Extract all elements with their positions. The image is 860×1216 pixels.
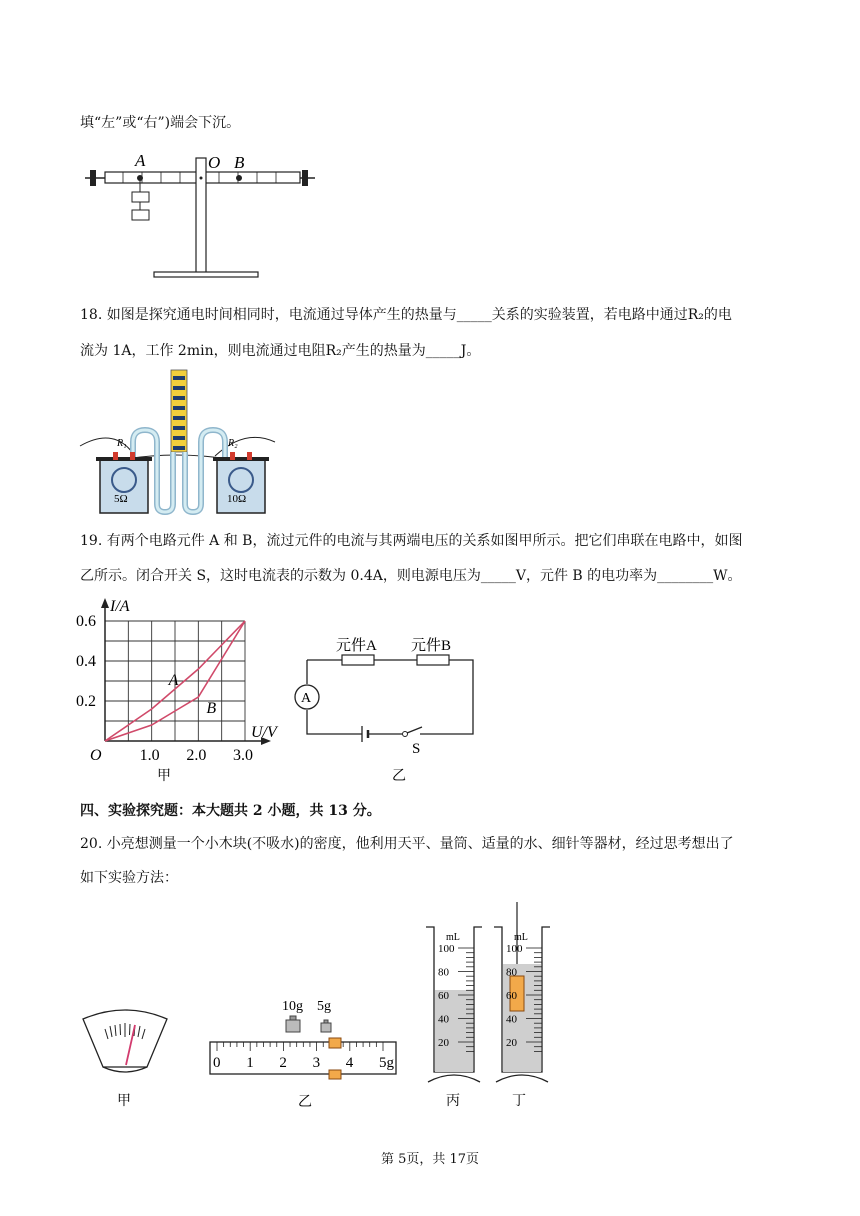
beam-scale-label: 3: [312, 1055, 321, 1071]
element-b-label: 元件B: [411, 638, 452, 654]
y-tick-label: 0.4: [76, 653, 96, 670]
lever-figure: [80, 148, 320, 283]
circuit-caption: 乙: [392, 769, 406, 784]
text-line: 填“左”或“右”)端会下沉。: [80, 115, 241, 131]
x-tick-label: 3.0: [233, 747, 253, 764]
text-line: 流为 1A，工作 2min，则电流通过电阻R₂产生的热量为_____J。: [80, 343, 481, 359]
cylinder-unit-label: mL: [514, 932, 528, 943]
switch-label: S: [412, 741, 421, 757]
joule-apparatus-figure: [75, 368, 280, 518]
label-r1: R₁: [117, 438, 127, 449]
y-tick-label: 0.6: [76, 613, 96, 630]
cylinder-tick-label: 20: [438, 1037, 449, 1049]
ammeter-label: A: [301, 691, 312, 706]
label-b: B: [234, 153, 245, 172]
label-a: A: [135, 151, 146, 170]
weight-5g-label: 5g: [317, 999, 331, 1014]
label-o: O: [208, 153, 221, 172]
resistor-2-value: 10Ω: [227, 493, 247, 505]
caption-bing: 丙: [446, 1094, 460, 1109]
series-label-a: A: [168, 672, 179, 689]
balance-beam-figure: [205, 990, 405, 1115]
text-line: 18. 如图是探究通电时间相同时，电流通过导体产生的热量与_____关系的实验装置，若电路中通过R₂的电: [80, 307, 732, 323]
section-heading: 四、实验探究题：本大题共 2 小题，共 13 分。: [80, 803, 381, 819]
cylinder-tick-label: 20: [506, 1037, 517, 1049]
chart-xlabel: U/V: [251, 724, 277, 741]
page-footer: 第 5页，共 17页: [380, 1152, 480, 1167]
caption-yi: 乙: [298, 1095, 312, 1110]
text-line: 乙所示。闭合开关 S，这时电流表的示数为 0.4A，则电源电压为_____V，元件 B 的电功率为________W。: [80, 568, 742, 584]
x-tick-label: 1.0: [139, 747, 160, 764]
cylinder-tick-label: 60: [438, 990, 449, 1002]
beam-scale-label: 4: [345, 1055, 354, 1071]
iu-chart: [75, 596, 290, 786]
cylinder-unit-label: mL: [446, 932, 460, 943]
cylinder-tick-label: 100: [438, 943, 455, 955]
beam-scale-label: 0: [213, 1055, 221, 1071]
cylinder-tick-label: 40: [438, 1013, 449, 1026]
text-line: 20. 小亮想测量一个小木块(不吸水)的密度，他利用天平、量筒、适量的水、细针等器材，经过思考想出了: [80, 836, 734, 852]
beam-scale-label: 2: [279, 1055, 287, 1071]
chart-ylabel: I/A: [110, 598, 130, 615]
x-tick-label: 2.0: [186, 747, 207, 764]
circuit-figure: [290, 630, 490, 786]
caption-jia: 甲: [117, 1094, 131, 1109]
beam-scale-label: 1: [246, 1055, 254, 1071]
y-tick-label: 0.2: [76, 693, 96, 710]
chart-caption: 甲: [157, 769, 171, 784]
label-r2: R₂: [228, 438, 238, 449]
series-label-b: B: [206, 700, 217, 717]
cylinder-tick-label: 100: [506, 943, 523, 955]
element-a-label: 元件A: [336, 638, 377, 654]
text-line: 如下实验方法：: [80, 870, 178, 886]
balance-dial-figure: [75, 1005, 175, 1115]
cylinders-figure: [420, 900, 550, 1115]
chart-origin: O: [90, 747, 102, 764]
cylinder-tick-label: 80: [438, 966, 449, 979]
beam-scale-label: 5g: [379, 1055, 394, 1071]
resistor-1-value: 5Ω: [114, 493, 128, 505]
weight-10g-label: 10g: [282, 999, 303, 1014]
text-line: 19. 有两个电路元件 A 和 B，流过元件的电流与其两端电压的关系如图甲所示。把它们串联在电路中，如图: [80, 533, 743, 549]
cylinder-tick-label: 60: [506, 990, 517, 1002]
cylinder-tick-label: 40: [506, 1013, 517, 1026]
caption-ding: 丁: [512, 1094, 526, 1109]
cylinder-tick-label: 80: [506, 966, 517, 979]
